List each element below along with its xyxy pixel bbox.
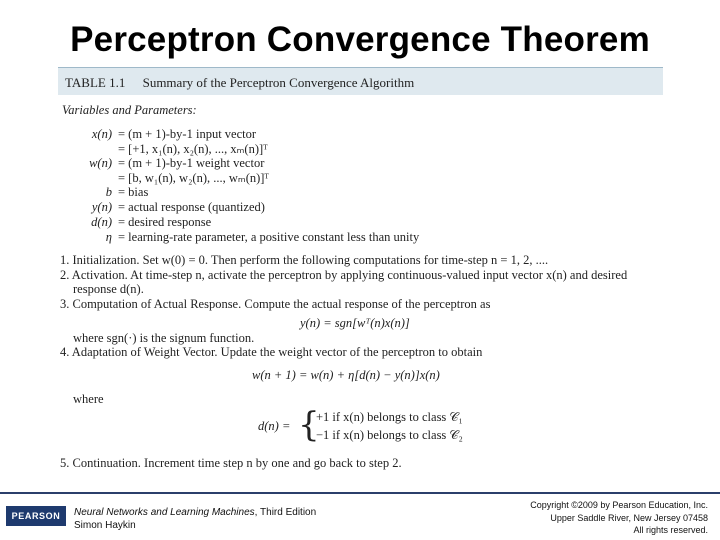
where-sgn: where sgn(·) is the signum function.: [73, 331, 255, 345]
var-def: = bias: [118, 185, 149, 199]
var-def: = (m + 1)-by-1 weight vector: [118, 156, 265, 170]
var-def: = actual response (quantized): [118, 200, 265, 214]
where-label: where: [73, 392, 104, 406]
copyright-line: Copyright ©2009 by Pearson Education, Inc.: [530, 500, 708, 510]
equation-weight-update: w(n + 1) = w(n) + η[d(n) − y(n)]x(n): [252, 368, 440, 382]
step-4: 4. Adaptation of Weight Vector. Update the weight vector of the perceptron to obtain: [60, 345, 483, 359]
var-def: = desired response: [118, 215, 212, 229]
book-title: Neural Networks and Learning Machines: [74, 507, 255, 518]
step-2: 2. Activation. At time-step n, activate the perceptron by applying continuous-valued input vector x(n) and desired: [60, 268, 628, 282]
table-caption: Summary of the Perceptron Convergence Algorithm: [142, 75, 415, 90]
table-caption-bar: [58, 67, 663, 95]
var-name: η: [105, 230, 112, 244]
desired-response-definition: [258, 405, 478, 445]
copyright-rights: All rights reserved.: [633, 525, 708, 535]
variables-heading: Variables and Parameters:: [62, 103, 197, 117]
var-name: y(n): [91, 200, 112, 214]
step-1: 1. Initialization. Set w(0) = 0. Then perform the following computations for time-step n = 1, 2, ....: [60, 253, 549, 267]
step-5: 5. Continuation. Increment time step n by one and go back to step 2.: [60, 456, 402, 470]
var-name: d(n): [91, 215, 112, 229]
var-def: = (m + 1)-by-1 input vector: [118, 127, 257, 141]
brace-icon: {: [298, 405, 320, 445]
footer-divider: [0, 492, 720, 494]
var-def: = learning-rate parameter, a positive constant less than unity: [118, 230, 420, 244]
footer-copyright: [530, 499, 708, 537]
step-3: 3. Computation of Actual Response. Compute the actual response of the perceptron as: [60, 297, 491, 311]
table-number: TABLE 1.1: [65, 75, 126, 90]
var-name: b: [105, 185, 112, 199]
footer-citation: [74, 506, 316, 532]
equation-output: y(n) = sgn[wᵀ(n)x(n)]: [300, 316, 410, 330]
d-label: d(n) =: [258, 419, 291, 433]
var-name: w(n): [89, 156, 112, 170]
book-author: Simon Haykin: [74, 520, 136, 531]
book-edition: , Third Edition: [254, 507, 317, 518]
case-1: +1 if x(n) belongs to class 𝒞₁: [316, 410, 463, 424]
slide-title: Perceptron Convergence Theorem: [70, 20, 650, 59]
case-2: −1 if x(n) belongs to class 𝒞₂: [316, 428, 463, 442]
copyright-address: Upper Saddle River, New Jersey 07458: [550, 512, 708, 523]
pearson-logo: PEARSON: [6, 506, 66, 526]
var-def: = [+1, x₁(n), x₂(n), ..., xₘ(n)]ᵀ: [118, 142, 268, 156]
var-def: = [b, w₁(n), w₂(n), ..., wₘ(n)]ᵀ: [118, 171, 269, 185]
var-name: x(n): [91, 127, 112, 141]
step-2-cont: response d(n).: [73, 282, 144, 296]
